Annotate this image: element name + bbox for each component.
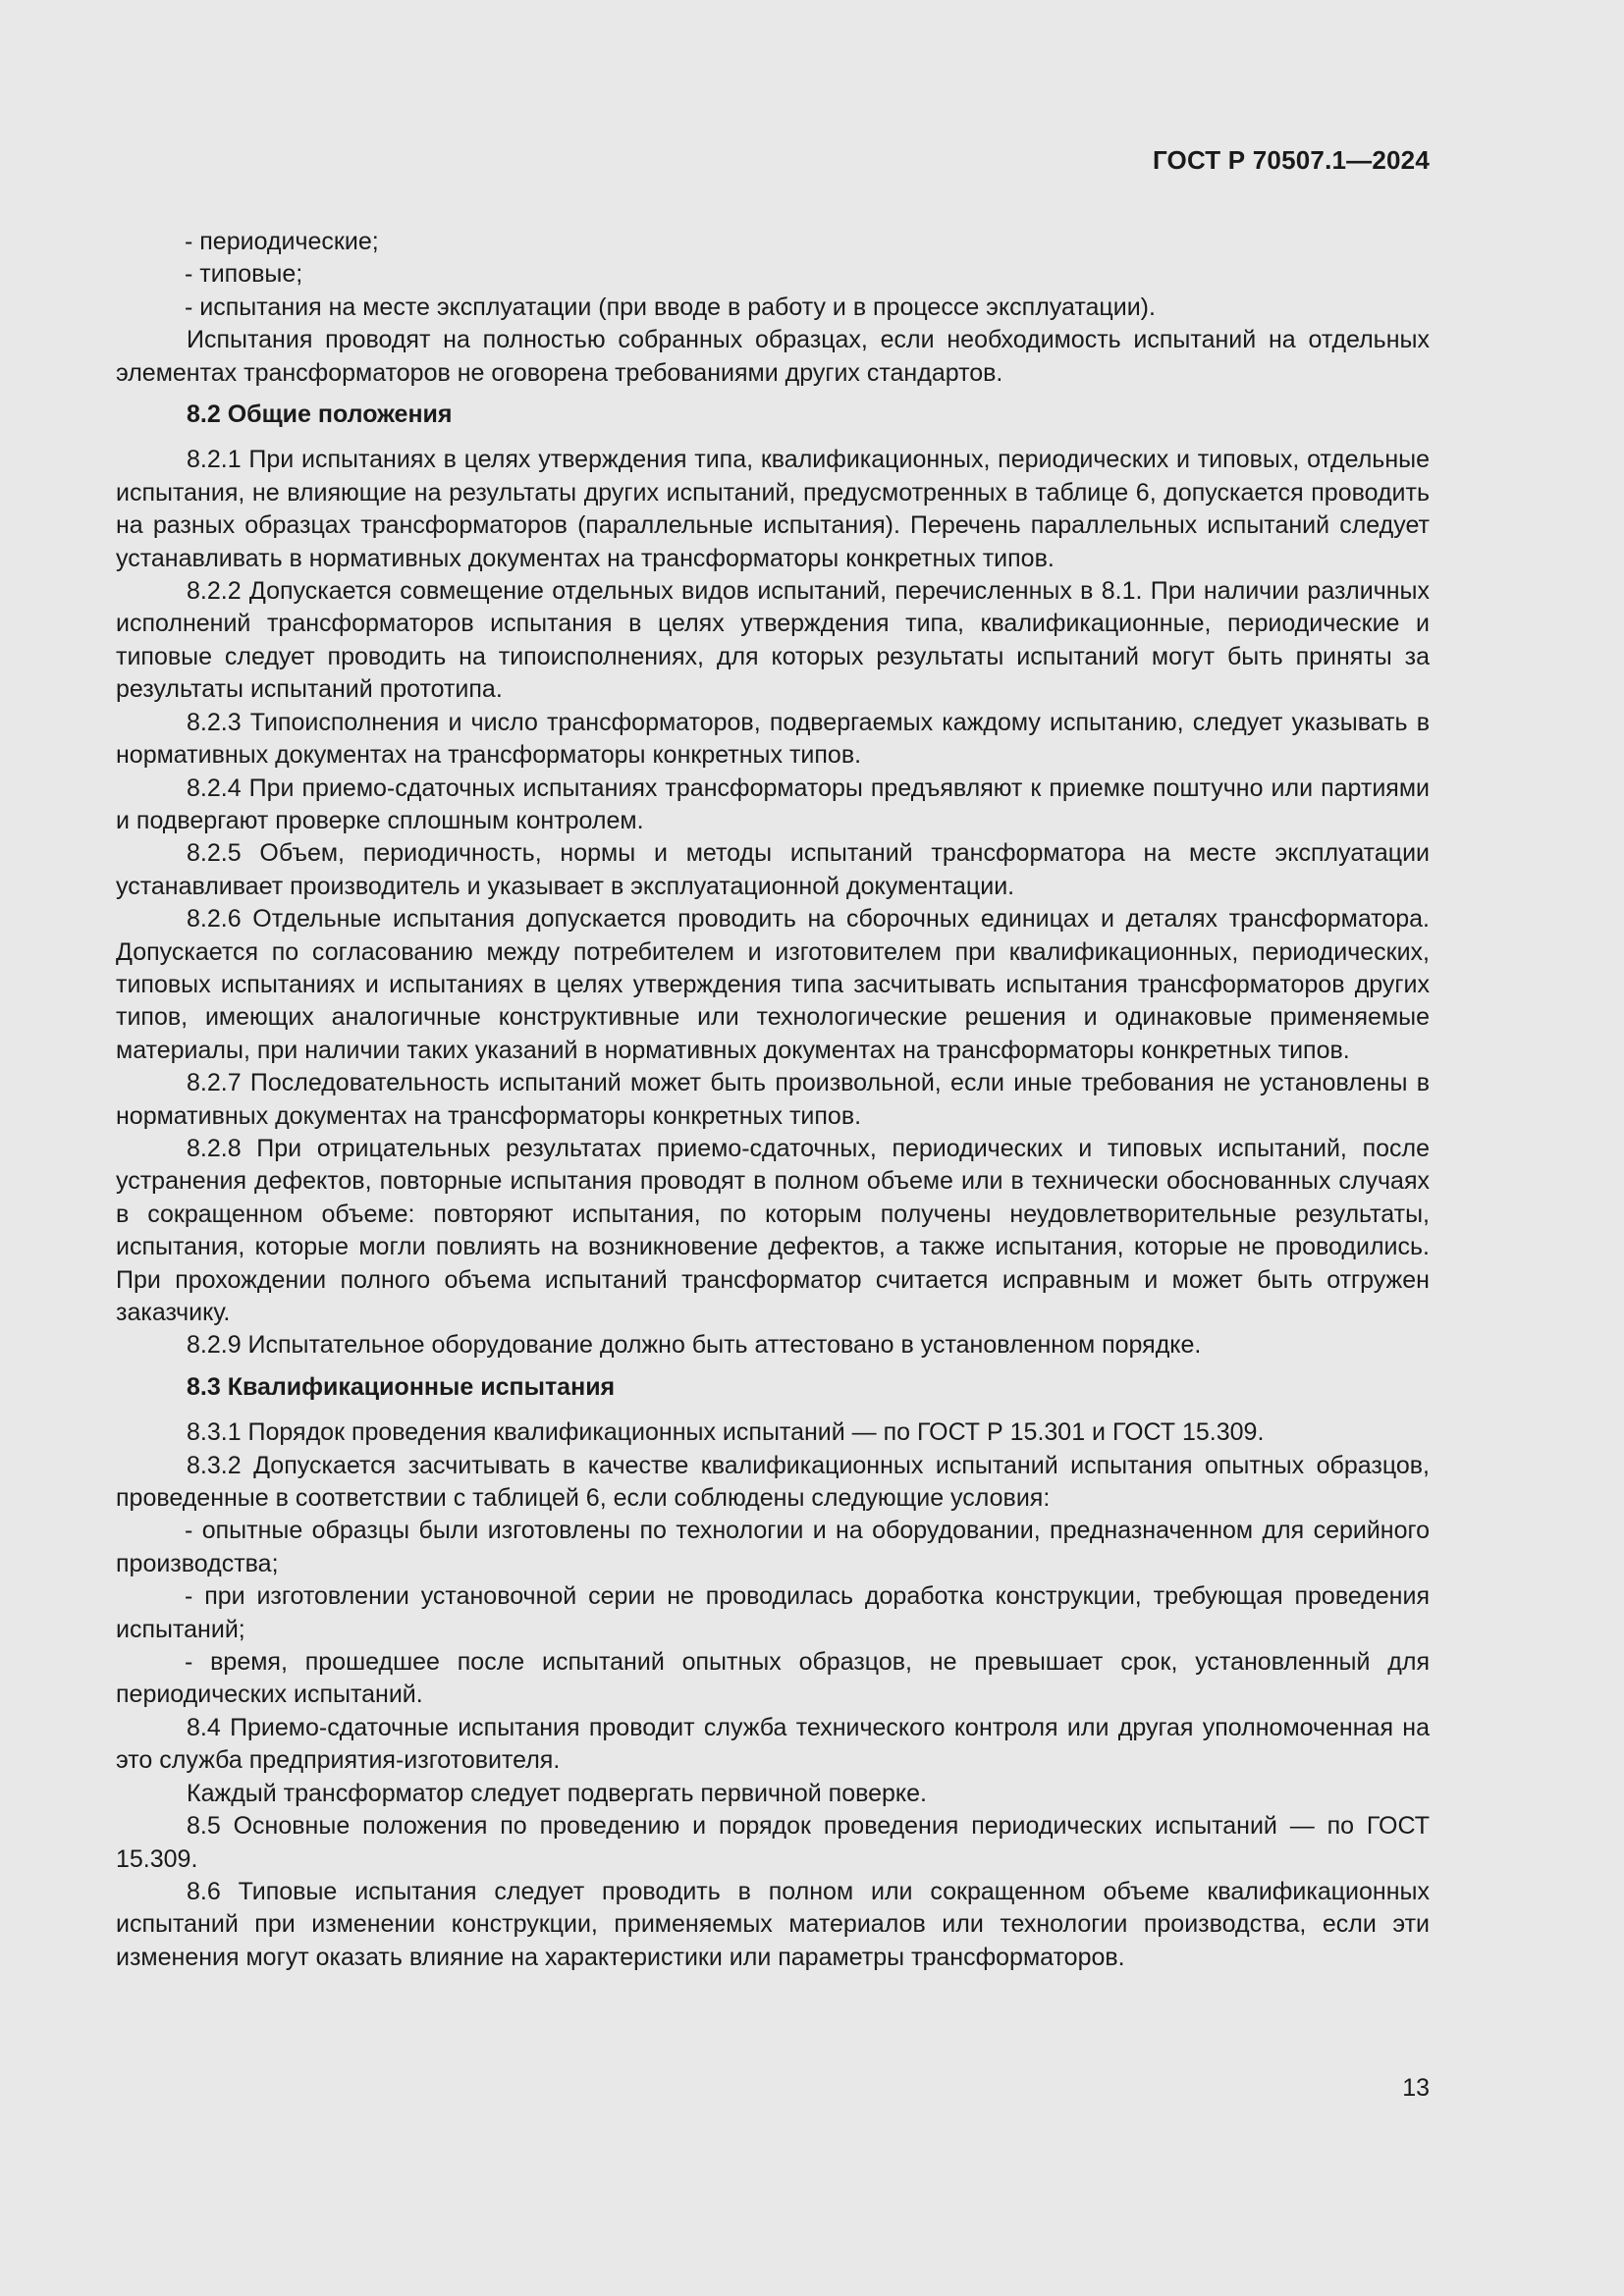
paragraph-8-3-2: 8.3.2 Допускается засчитывать в качестве квалификационных испытаний испытания опытных образцов, проведенные в соответствии с таблицей 6, если соблюдены следующие условия: [116,1451,1430,1513]
list-item: - испытания на месте эксплуатации (при вводе в работу и в процессе эксплуатации). [185,293,1156,321]
page-number: 13 [1402,2074,1430,2102]
paragraph-8-2-7: 8.2.7 Последовательность испытаний может быть произвольной, если иные требования не установлены в нормативных документах на трансформаторы конкретных типов. [116,1069,1430,1130]
paragraph-8-4-extra: Каждый трансформатор следует подвергать первичной поверке. [187,1779,927,1807]
paragraph-8-2-4: 8.2.4 При приемо-сдаточных испытаниях трансформаторы предъявляют к приемке поштучно или партиями и подвергают проверке сплошным контролем. [116,774,1430,834]
list-item: - опытные образцы были изготовлены по технологии и на оборудовании, предназначенном для серийного производства; [116,1517,1430,1577]
page-body [116,226,1430,1974]
paragraph-8-2-2: 8.2.2 Допускается совмещение отдельных видов испытаний, перечисленных в 8.1. При наличии различных исполнений трансформаторов испытания в целях утверждения типа, квалификационные, периодические и типовые следует проводить на типоисполнениях, для которых результаты испытаний могут быть приняты за результаты испытаний прототипа. [116,577,1430,704]
list-item: - время, прошедшее после испытаний опытных образцов, не превышает срок, установленный для периодических испытаний. [116,1648,1430,1709]
document-header: ГОСТ Р 70507.1—2024 [1152,145,1430,175]
paragraph-8-2-5: 8.2.5 Объем, периодичность, нормы и методы испытаний трансформатора на месте эксплуатации устанавливает производитель и указывает в эксплуатационной документации. [116,839,1430,900]
section-heading-8-3: 8.3 Квалификационные испытания [187,1372,616,1401]
paragraph-8-2-6: 8.2.6 Отдельные испытания допускается проводить на сборочных единицах и деталях трансформатора. Допускается по согласованию между потребителем и изготовителем при квалификационных, периодических, типовых испытаниях и испытаниях в целях утверждения типа засчитывать испытания трансформаторов других типов, имеющих аналогичные конструктивные или технологические решения и одинаковые применяемые материалы, при наличии таких указаний в нормативных документах на трансформаторы конкретных типов. [116,905,1430,1064]
paragraph-8-6: 8.6 Типовые испытания следует проводить в полном или сокращенном объеме квалификационных испытаний при изменении конструкции, применяемых материалов или технологии производства, если эти изменения могут оказать влияние на характеристики или параметры трансформаторов. [116,1877,1430,1971]
list-item: - типовые; [185,260,303,289]
list-item: - при изготовлении установочной серии не проводилась доработка конструкции, требующая проведения испытаний; [116,1582,1430,1643]
paragraph-8-4: 8.4 Приемо-сдаточные испытания проводит служба технического контроля или другая уполномоченная на это служба предприятия-изготовителя. [116,1713,1430,1775]
list-item: - периодические; [185,228,379,255]
paragraph-8-2-8: 8.2.8 При отрицательных результатах приемо-сдаточных, периодических и типовых испытаний, после устранения дефектов, повторные испытания проводят в полном объеме или в технически обоснованных случаях в сокращенном объеме: повторяют испытания, по которым получены неудовлетворительные результаты, испытания, которые могли повлиять на возникновение дефектов, а также испытания, которые не проводились. При прохождении полного объема испытаний трансформатор считается исправным и может быть отгружен заказчику. [116,1134,1430,1326]
paragraph-8-2-3: 8.2.3 Типоисполнения и число трансформаторов, подвергаемых каждому испытанию, следует указывать в нормативных документах на трансформаторы конкретных типов. [116,708,1430,770]
paragraph-8-3-1: 8.3.1 Порядок проведения квалификационных испытаний — по ГОСТ Р 15.301 и ГОСТ 15.309. [187,1418,1265,1447]
paragraph-8-5: 8.5 Основные положения по проведению и порядок проведения периодических испытаний — по ГОСТ 15.309. [116,1812,1430,1873]
paragraph-8-2-1: 8.2.1 При испытаниях в целях утверждения типа, квалификационных, периодических и типовых, отдельные испытания, не влияющие на результаты других испытаний, предусмотренных в таблице 6, допускается проводить на разных образцах трансформаторов (параллельные испытания). Перечень параллельных испытаний следует устанавливать в нормативных документах на трансформаторы конкретных типов. [116,446,1430,572]
paragraph-8-2-9: 8.2.9 Испытательное оборудование должно быть аттестовано в установленном порядке. [187,1331,1202,1360]
paragraph: Испытания проводят на полностью собранных образцах, если необходимость испытаний на отдельных элементах трансформаторов не оговорена требованиями других стандартов. [116,326,1430,387]
section-heading-8-2: 8.2 Общие положения [187,400,453,429]
